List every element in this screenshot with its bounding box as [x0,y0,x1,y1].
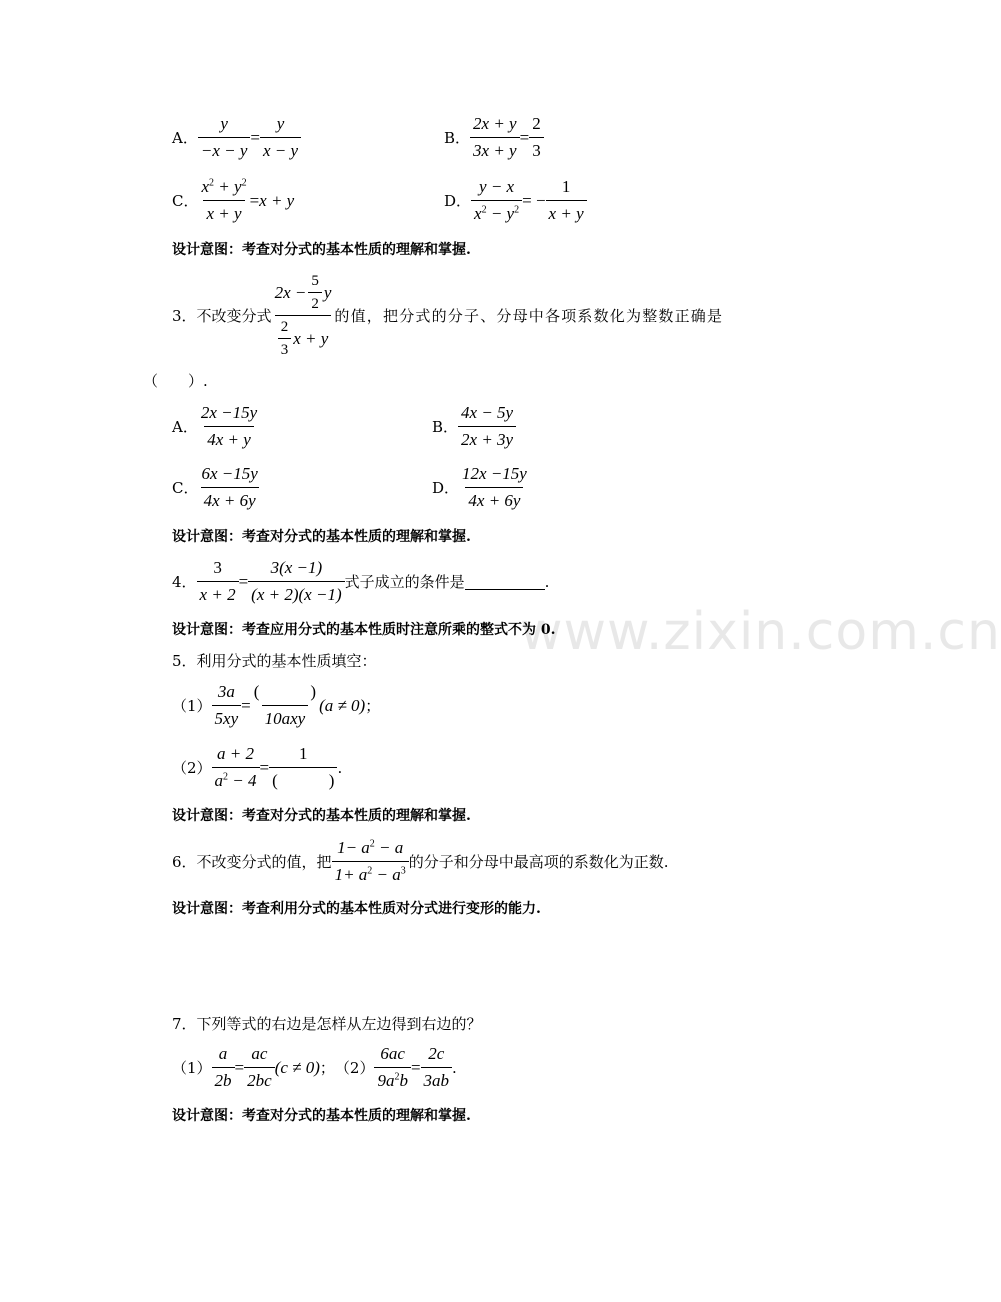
q2-option-b [444,113,544,162]
operator: = [241,695,251,715]
numerator: 4x − 5y [461,403,514,422]
watermark: www.zixin.com.cn [520,602,1001,662]
fraction [248,557,344,606]
operator: = [259,757,270,777]
operator: = [250,127,260,147]
denominator: x + 2 [197,581,239,606]
numerator: 6x −15y [201,464,258,483]
denominator: 3ab [421,1067,453,1092]
q2-option-a [172,113,301,162]
q5-part-2 [172,743,342,792]
denominator: x − y [260,137,301,162]
numerator: $1- a^2 - a$ [337,838,404,857]
question-text: 的分子和分母中最高项的系数化为正数. [408,852,669,871]
numerator: 3(x −1) [270,558,323,577]
condition: (a ≠ 0) [319,695,366,715]
q5-title: 5．利用分式的基本性质填空： [172,652,377,670]
numerator: ac [251,1044,268,1063]
numerator: 1 [561,177,571,196]
operator: = [234,1057,245,1077]
denominator: 2x + 3y [458,426,516,451]
question-text: 的值，把分式的分子、分母中各项系数化为整数正确是 [334,306,724,325]
denominator: x + y [203,200,244,225]
denominator: 5xy [212,705,242,730]
q2-option-c [172,176,294,225]
option-label: B． [432,417,459,436]
operator: = [238,571,249,591]
answer-blank[interactable] [465,573,545,590]
part-label: （2） [334,1058,375,1077]
fraction [198,113,251,162]
q3-option-d [432,463,530,512]
q3-option-c [172,463,261,512]
denominator: 3x + y [470,137,520,162]
numerator: y − x [479,177,515,196]
fraction [458,402,516,451]
answer-parentheses: （ ）. [143,372,208,390]
fraction [198,176,249,225]
operator: = − [522,190,546,210]
q7-title: 7．下列等式的右边是怎样从左边得到右边的？ [172,1015,482,1033]
fraction [251,681,319,730]
fraction [374,1043,411,1092]
denominator: $x^2 - y^2$ [471,200,522,225]
fraction [244,1043,275,1092]
denominator: x + y [546,200,587,225]
fraction [421,1043,453,1092]
question-number: 4． [172,572,197,591]
q6-stem [172,837,669,886]
option-label: A． [172,128,198,147]
option-label: A． [172,417,198,436]
fraction [198,463,260,512]
denominator: 4x + y [204,426,254,451]
denominator: 2b [212,1067,235,1092]
design-note: 设计意图：考查对分式的基本性质的理解和掌握. [172,529,471,545]
option-label: B． [444,128,471,147]
fraction [471,176,522,225]
design-note: 设计意图：考查对分式的基本性质的理解和掌握. [172,1108,471,1124]
denominator: 4x + 6y [201,487,259,512]
numerator: $x^2 + y^2$ [201,177,247,196]
fraction [212,743,260,792]
numerator: 2x −15y [200,403,258,422]
design-note: 设计意图：考查对分式的基本性质的理解和掌握. [172,808,471,824]
fraction [198,402,260,451]
operator: = [410,1057,421,1077]
punctuation: . [337,758,343,777]
q3-option-a [172,402,260,451]
fraction [260,113,301,162]
part-label: （1） [172,696,212,715]
condition: (c ≠ 0) [274,1057,320,1077]
q2-option-d [444,176,587,225]
fraction [332,837,409,886]
rhs-expression: x + y [259,190,295,210]
denominator: $1+ a^2 - a^3$ [332,861,409,886]
question-text: 不改变分式的值，把 [196,852,332,871]
numerator: 2c [428,1044,445,1063]
numerator: 12x −15y [462,464,527,483]
denominator-blank[interactable]: ( ) [269,767,337,792]
fraction [529,113,544,162]
q7-parts [172,1043,457,1092]
compound-fraction [272,272,335,359]
question-text: 不改变分式 [196,306,272,325]
denominator: 3 [529,137,544,162]
denominator: −x − y [198,137,251,162]
fraction [546,176,587,225]
option-label: D． [444,191,472,210]
denominator: $9a^2b$ [374,1067,411,1092]
numerator: y [220,114,228,133]
option-label: D． [432,478,460,497]
design-note: 设计意图：考查对分式的基本性质的理解和掌握. [172,242,471,258]
fraction [212,681,242,730]
numerator: 3 [213,558,222,577]
question-number: 3． [172,306,197,325]
denominator: $a^2 - 4$ [212,767,260,792]
punctuation: ； [365,696,381,715]
part-label: （1） [172,1058,212,1077]
fraction [459,463,530,512]
numerator: a + 2 [217,744,255,763]
fraction [269,743,337,792]
option-label: C． [172,478,199,497]
part-label: （2） [172,758,212,777]
numerator: 2x − $\frac{5}{2}$ y [274,273,332,312]
operator: = [249,190,260,210]
numerator: a [218,1044,228,1063]
question-text: 式子成立的条件是 [344,572,465,591]
numerator: y [276,114,285,133]
numerator: 2 [532,114,541,133]
numerator: 2x + y [473,114,517,133]
q5-part-1 [172,681,380,730]
q3-stem [172,272,723,359]
denominator: $\frac{2}{3}$ x + y [275,315,332,359]
denominator: (x + 2)(x −1) [248,581,344,606]
numerator: 3a [217,682,235,701]
punctuation: ； [319,1058,335,1077]
denominator: 2bc [244,1067,275,1092]
option-label: C． [172,191,199,210]
question-number: 6． [172,852,197,871]
fraction [212,1043,235,1092]
denominator: 4x + 6y [465,487,523,512]
numerator: 6ac [380,1044,405,1063]
design-note: 设计意图：考查应用分式的基本性质时注意所乘的整式不为 0. [172,622,556,638]
operator: = [519,127,530,147]
q4-stem [172,557,549,606]
punctuation: . [452,1058,457,1077]
q3-option-b [432,402,516,451]
numerator: 1 [299,744,308,763]
fraction [197,557,239,606]
numerator-blank[interactable]: ( ) [253,682,317,701]
punctuation: . [544,572,550,591]
denominator: 10axy [262,705,309,730]
fraction [470,113,520,162]
design-note: 设计意图：考查利用分式的基本性质对分式进行变形的能力. [172,901,541,917]
